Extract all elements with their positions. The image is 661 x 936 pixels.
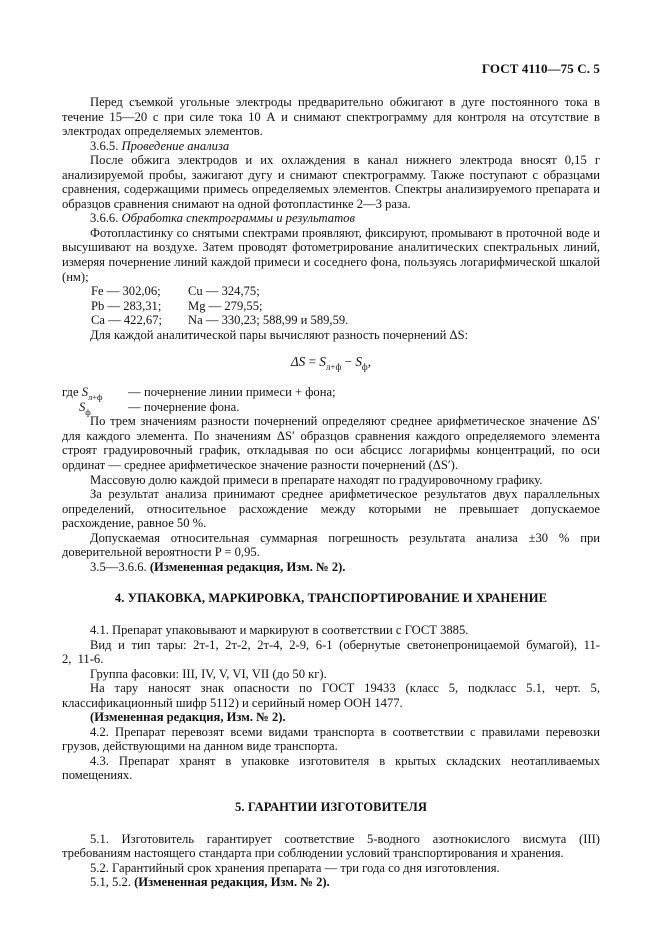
formula-s1-subscript: л+ф xyxy=(325,362,342,373)
section-4-title: 4. УПАКОВКА, МАРКИРОВКА, ТРАНСПОРТИРОВАНИЕ И ХРАНЕНИЕ xyxy=(114,591,548,606)
paragraph-three-values: По трем значениям разности почернений определяют среднее арифметическое значение ΔS′ для каждого элемента. По значениям ΔS′ образцов сравнения каждого определяемого элемента строят градуировочный график, откладывая по оси абсцисс логарифмы концентраций, по оси ординат — среднее арифметическое значение разности почернений (ΔS′). xyxy=(62,414,600,473)
subsection-number: 3.6.6. xyxy=(90,211,122,226)
paragraph-5-2: 5.2. Гарантийный срок хранения препарата — три года со дня изготовления. xyxy=(90,860,500,875)
spectral-line-row xyxy=(62,284,600,299)
legend-description: почернение фона. xyxy=(144,399,240,414)
formula-s2: S xyxy=(355,354,362,370)
formula-legend xyxy=(62,385,600,417)
subsection-title: Проведение анализа xyxy=(121,138,230,153)
legend-description: почернение линии примеси + фона; xyxy=(144,385,336,400)
paragraph-5-1: 5.1. Изготовитель гарантирует соответствие 5-водного азотнокислого висмута (III) требованиям настоящего стандарта при соблюдении условий транспортирования и хранения. xyxy=(62,831,600,861)
paragraph-density-difference: Для каждой аналитической пары вычисляют разность почернений ΔS: xyxy=(90,327,469,342)
paragraph-photoplate-processing: Фотопластинку со снятыми спектрами проявляют, фиксируют, промывают в проточной воде и высушивают на воздухе. Затем проводят фотометрирование аналитических спектральных линий, измеряя почернение линий каждой примеси и соседнего фона, пользуясь логарифмической шкалой (нм); xyxy=(62,225,600,284)
legend-lead-text: где xyxy=(62,385,82,400)
paragraph-4-2: 4.2. Препарат перевозят всеми видами транспорта в соответствии с правилами перевозки грузов, действующими на данном виде транспорта. xyxy=(62,724,600,754)
legend-dash: — xyxy=(128,385,141,400)
revision-text: (Измененная редакция, Изм. № 2). xyxy=(149,559,346,574)
spectral-line-col1: Fe — 302,06; xyxy=(91,284,161,299)
paragraph-4-1: 4.1. Препарат упаковывают и маркируют в соответствии с ГОСТ 3885. xyxy=(90,622,469,637)
subsection-title: Обработка спектрограммы и результатов xyxy=(121,211,355,226)
formula-delta-s xyxy=(62,353,600,375)
revision-ref: 3.5—3.6.6. xyxy=(90,559,150,574)
formula-equals: = xyxy=(305,354,320,370)
legend-dash: — xyxy=(128,399,141,414)
paragraph-analysis-result: За результат анализа принимают среднее арифметическое результатов двух параллельных определений, относительное расхождение между которыми не превышает допускаемое расхождение, равное 50 %. xyxy=(62,487,600,531)
revision-note-3-5 xyxy=(62,560,600,575)
legend-row xyxy=(62,400,600,415)
formula-lhs: ΔS xyxy=(290,354,306,370)
revision-note-5 xyxy=(62,875,600,890)
revision-note-4: (Измененная редакция, Изм. № 2). xyxy=(90,710,286,725)
paragraph-4-3: 4.3. Препарат хранят в упаковке изготовителя в крытых складских неотапливаемых помещениях. xyxy=(62,753,600,783)
formula-s2-subscript: ф xyxy=(361,362,368,373)
legend-row xyxy=(62,385,600,403)
spectral-line-row xyxy=(62,299,600,314)
formula-s1: S xyxy=(319,354,326,370)
legend-symbol-letter: S xyxy=(79,399,86,414)
legend-lead xyxy=(62,400,128,415)
legend-symbol-subscript: л+ф xyxy=(87,392,103,403)
formula-minus: − xyxy=(341,354,356,370)
paragraph-mass-fraction: Массовую долю каждой примеси в препарате находят по градуировочному графику. xyxy=(90,472,543,487)
legend-symbol-subscript: ф xyxy=(85,406,91,417)
formula-tail: , xyxy=(367,354,372,370)
spectral-line-col1: Ca — 422,67; xyxy=(91,313,163,328)
subsection-heading-3-6-6 xyxy=(62,211,600,226)
revision-ref: 5.1, 5.2. xyxy=(90,875,135,890)
legend-lead xyxy=(62,385,106,403)
paragraph-hazard-sign: На тару наносят знак опасности по ГОСТ 19433 (класс 5, подкласс 5.1, черт. 5, классификационный шифр 5112) и серийный номер ООН 1477. xyxy=(62,681,600,710)
spectral-line-col2: Cu — 324,75; xyxy=(188,284,260,299)
subsection-number: 3.6.5. xyxy=(90,138,122,153)
paragraph-packing-group: Группа фасовки: III, IV, V, VI, VII (до 50 кг). xyxy=(90,666,327,681)
spectral-line-col1: Pb — 283,31; xyxy=(91,298,162,313)
revision-text: (Измененная редакция, Изм. № 2). xyxy=(134,875,330,890)
subsection-heading-3-6-5 xyxy=(62,139,600,154)
running-header: ГОСТ 4110—75 С. 5 xyxy=(481,61,600,76)
legend-symbol-letter: S xyxy=(81,385,88,400)
section-5-title: 5. ГАРАНТИИ ИЗГОТОВИТЕЛЯ xyxy=(234,799,428,814)
paragraph-electrode-preburn: Перед съемкой угольные электроды предварительно обжигают в дуге постоянного тока в течение 15—20 с при силе тока 10 А и снимают спектрограмму для контроля на отсутствие в электродах определяемых элементов. xyxy=(62,95,600,139)
spectral-line-col2: Na — 330,23; 588,99 и 589,59. xyxy=(188,313,349,328)
spectral-line-row xyxy=(62,313,600,328)
legend-symbol xyxy=(81,385,103,403)
document-body xyxy=(62,95,600,890)
spectral-line-col2: Mg — 279,55; xyxy=(188,298,263,313)
legend-spacer xyxy=(106,385,128,400)
paragraph-analysis-procedure: После обжига электродов и их охлаждения в канал нижнего электрода вносят 0,15 г анализируемой пробы, зажигают дугу и снимают спектрограмму. Также поступают с образцами сравнения, содержащими примесь определяемых элементов. Спектры анализируемого препарата и образцов сравнения снимают на одной фотопластинке 2—3 раза. xyxy=(62,153,600,211)
spectral-lines-list xyxy=(62,284,600,328)
paragraph-permissible-error: Допускаемая относительная суммарная погрешность результата анализа ±30 % при доверительной вероятности P = 0,95. xyxy=(62,530,600,560)
paragraph-container-types: Вид и тип тары: 2т-1, 2т-2, 2т-4, 2-9, 6-1 (обернутые светонепроницаемой бумагой), 11-2, 11-6. xyxy=(62,637,600,667)
